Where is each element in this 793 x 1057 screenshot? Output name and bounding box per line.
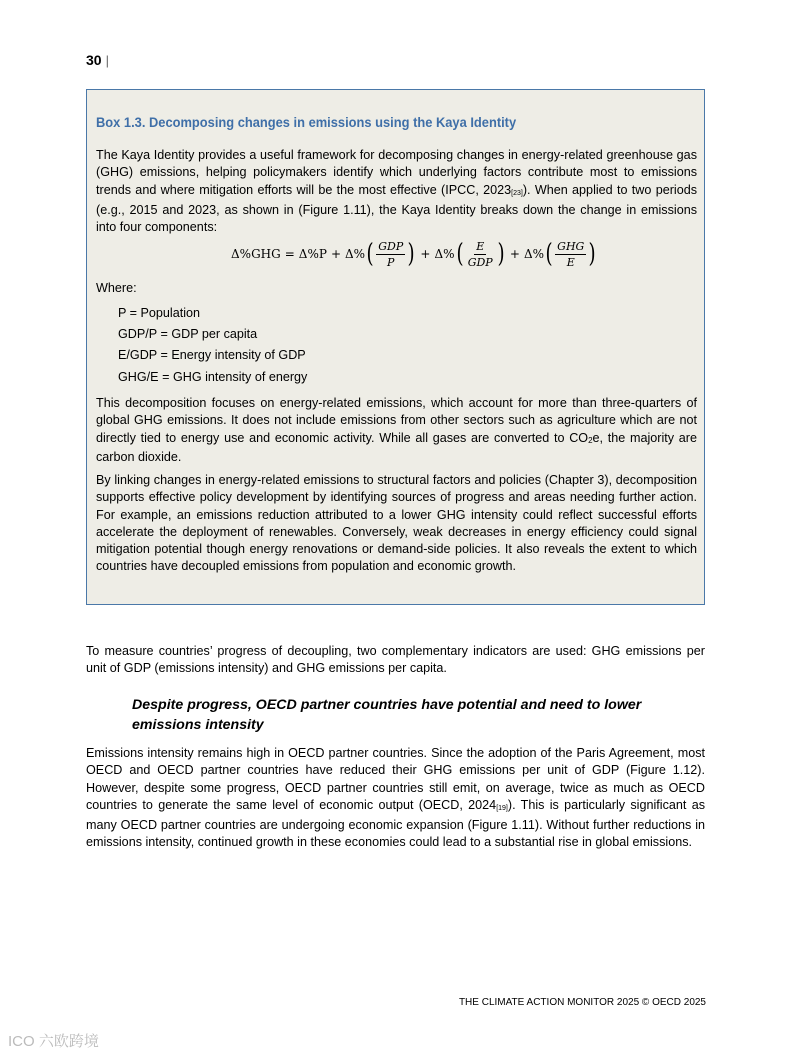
page-footer: THE CLIMATE ACTION MONITOR 2025 © OECD 2025 — [458, 997, 706, 1008]
box-intro-paragraph: The Kaya Identity provides a useful framework for decomposing changes in energy-related greenhouse gas (GHG) emissions, helping policymakers identify which underlying factors contribute most to emissions trends and where mitigation efforts will be the most effective (IPCC, $2023_{[23]}$). When applied to two periods (e.g., 2015 and 2023, as shown in (Figure 1.11), the Kaya Identity breaks down the change in emissions into four components: — [96, 148, 698, 235]
box-scope-paragraph: This decomposition focuses on energy-related emissions, which account for more than three-quarters of global GHG emissions. It does not include emissions from other sectors such as agriculture which are not directly tied to energy use and economic activity. While all gases are converted to $CO_2e$, the majority are carbon dioxide. — [96, 396, 697, 464]
citation-ref[interactable]: [19] — [496, 804, 508, 812]
where-label: Where: — [96, 281, 137, 295]
kaya-formula: Δ%GHG = Δ%P + Δ% ( $\frac{\text{GDP}}{P}$ ) + Δ% ( $\frac{E}{\text{GDP}}$ ) + Δ% ( $\frac{\text{GHG}}{E}$ ) — [231, 239, 596, 269]
watermark: ICO 六欧跨境 — [8, 1033, 99, 1050]
section-subheading: Despite progress, OECD partner countries have potential and need to lower emissions intensity — [132, 697, 642, 733]
page-number: 30 | — [86, 52, 109, 68]
definition-item: GHG/E = GHG intensity of energy — [118, 370, 308, 384]
fraction-e-per-gdp: $\frac{E}{\text{GDP}}$ — [467, 239, 493, 269]
box-title: Box 1.3. Decomposing changes in emissions using the Kaya Identity — [96, 114, 517, 130]
fraction-ghg-per-e: $\frac{\text{GHG}}{E}$ — [557, 239, 585, 269]
box-linking-paragraph: By linking changes in energy-related emissions to structural factors and policies (Chapter 3), decomposition supports effective policy development by identifying sources of progress and areas needing further action. For example, an emissions reduction attributed to a lower GHG intensity could reflect successful efforts accelerate the deployment of renewables. Conversely, weak decreases in energy efficiency could signal mitigation potential though energy renovations or demand-side policies. It also reveals the extent to which countries have decoupled emissions from population and economic growth. — [96, 473, 697, 574]
definition-item: P = Population — [118, 306, 201, 320]
main-intro-paragraph: To measure countries’ progress of decoupling, two complementary indicators are used: GHG emissions per unit of GDP (emissions intensity) and GHG emissions per capita. — [86, 644, 705, 676]
info-box — [86, 89, 705, 605]
main-body-paragraph: Emissions intensity remains high in OECD partner countries. Since the adoption of the Paris Agreement, most OECD and OECD partner countries have reduced their GHG emissions per unit of GDP (Figure 1.12). However, despite some progress, OECD partner countries still emit, on average, twice as much as OECD countries to generate the same level of economic output (OECD, $2024_{[19]}$). This is particularly significant as many OECD partner countries are undergoing economic expansion (Figure 1.11). Without further reductions in emissions intensity, continued growth in these economies could lead to a substantial rise in global emissions. — [86, 746, 705, 850]
definition-item: GDP/P = GDP per capita — [118, 327, 258, 341]
page-separator: | — [105, 53, 109, 68]
definition-item: E/GDP = Energy intensity of GDP — [118, 348, 306, 362]
citation-ref[interactable]: [23] — [511, 189, 523, 197]
fraction-gdp-per-p: $\frac{\text{GDP}}{P}$ — [378, 239, 404, 269]
